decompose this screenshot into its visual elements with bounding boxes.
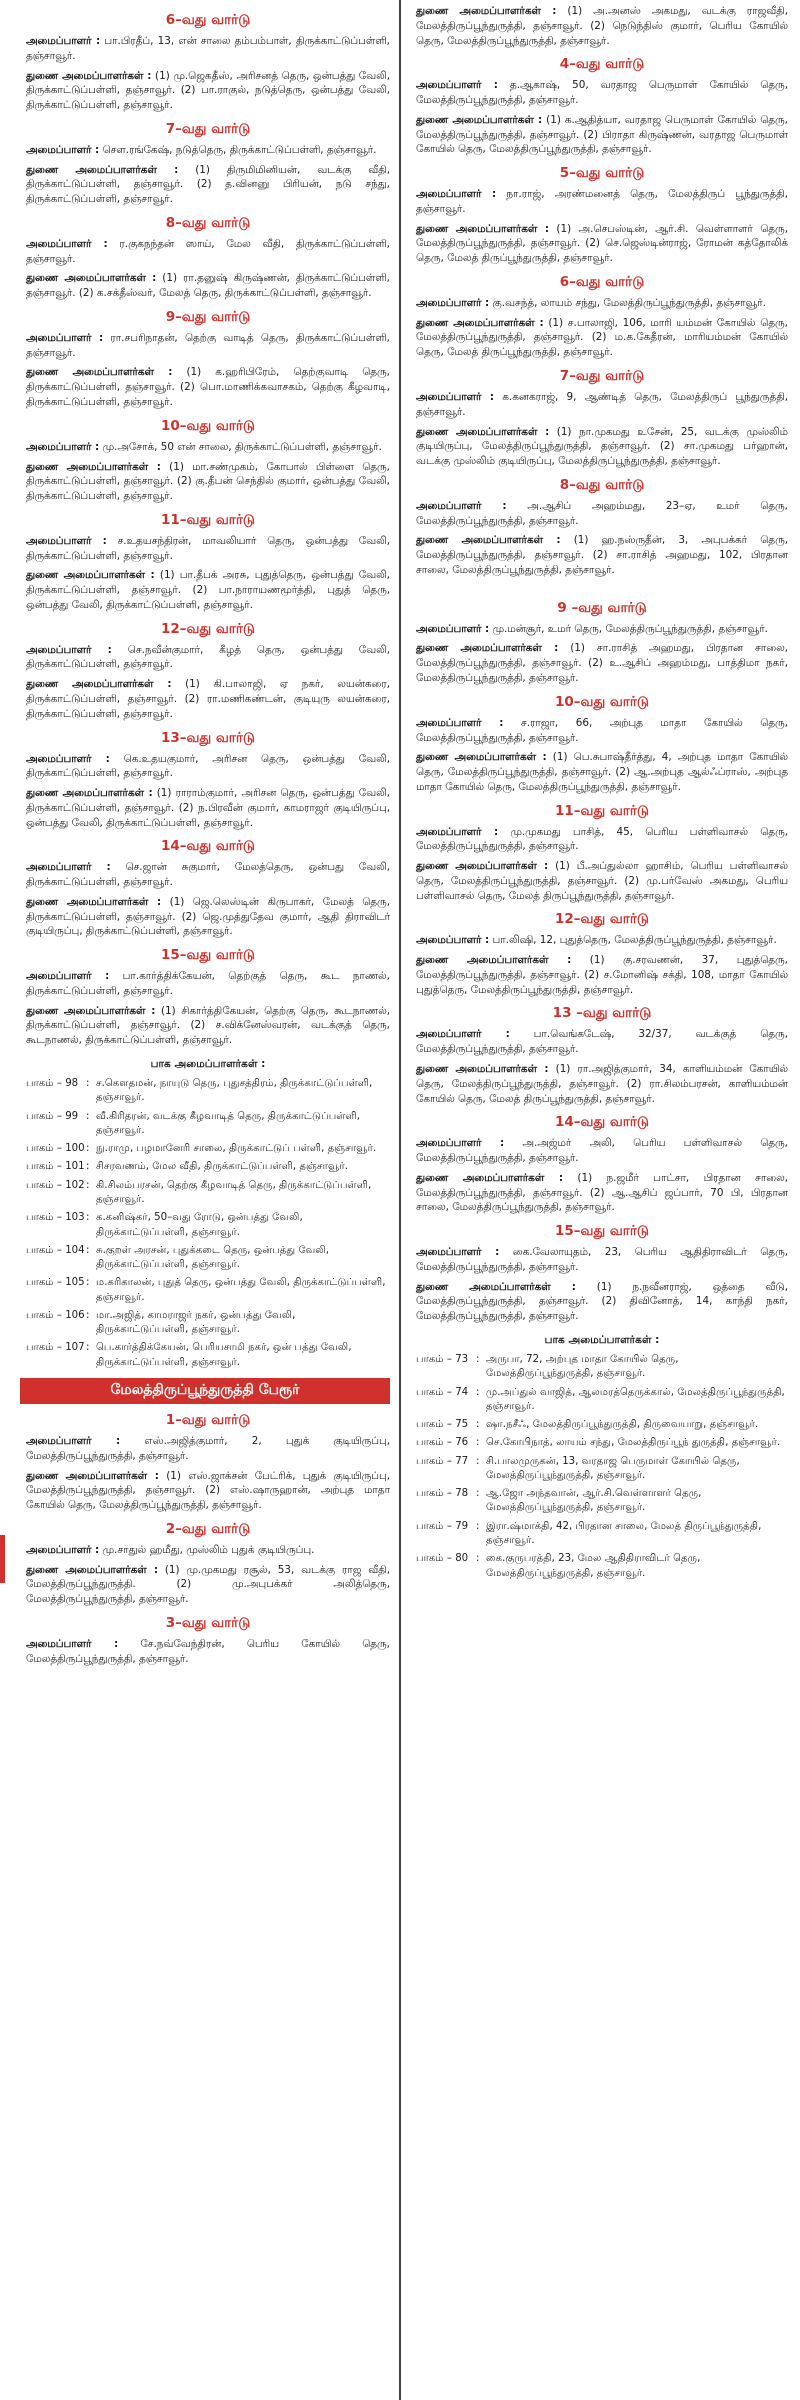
booth-number: பாகம் – 79	[416, 1520, 469, 1532]
organizer-text: பா.பிரதீப், 13, என் சாலை தம்பம்பாள், திருக்காட்டுப்பள்ளி, தஞ்சாவூர்.	[26, 35, 390, 62]
organizer-entry	[26, 143, 390, 158]
ward-block	[26, 1615, 390, 1667]
organizer-entry	[26, 1543, 390, 1558]
deputy-label: துணை அமைப்பாளர்கள் :	[416, 425, 550, 438]
deputy-label: துணை அமைப்பாளர்கள் :	[416, 642, 559, 655]
booth-colon: :	[476, 1488, 480, 1500]
deputy-entry	[416, 750, 788, 794]
deputy-text: (1) மா.சண்முகம், கோபால் பிள்ளை தெரு, திருக்காட்டுப்பள்ளி, தஞ்சாவூர். (2) கு.தீபன் செந்தில் குமார், ஒன்பத்து வேலி, திருக்காட்டுப்பள்ளி, தஞ்சாவூர்.	[26, 460, 390, 503]
intro-deputy	[416, 4, 788, 48]
organizer-label: அமைப்பாளர் :	[26, 1637, 119, 1650]
booth-colon: :	[86, 1143, 90, 1155]
booth-number: பாகம் – 75	[416, 1419, 469, 1431]
deputy-entry	[416, 1280, 788, 1324]
organizer-text: சே.நவ்வேந்திரன், பெரிய கோயில் தெரு, மேலத்திருப்பூந்துருத்தி, தஞ்சாவூர்.	[26, 1637, 390, 1665]
booth-organizer: நு.ராமு, பழமானேரி சாலை, திருக்காட்டுப் பள்ளி, தஞ்சாவூர்.	[96, 1143, 377, 1155]
booth-number: பாகம் – 77	[416, 1455, 469, 1467]
edge-marker	[0, 1535, 5, 1583]
organizer-entry	[416, 499, 788, 529]
deputy-label: துணை அமைப்பாளர்கள் :	[416, 954, 572, 967]
booth-organizer: கை.குருபரத்தி, 23, மேல ஆதிதிராவிடர் தெரு, மேலத்திருப்பூந்துருத்தி, தஞ்சாவூர்.	[486, 1553, 701, 1579]
organizer-text: ச.உதயசந்திரன், மாவலியார் தெரு, ஒன்பத்து வேலி, திருக்காட்டுப்பள்ளி, தஞ்சாவூர்.	[26, 534, 391, 562]
ward-heading: 9 –வது வார்டு	[557, 599, 647, 616]
deputy-entry	[416, 641, 788, 685]
ward-heading: 5–வது வார்டு	[559, 165, 645, 182]
deputy-text: (1) கு.சரவணன், 37, புதுத்தெரு, மேலத்திருப்பூந்துருத்தி, தஞ்சாவூர். (2) ச.மோனிஷ் சக்தி, 108, மாதா கோயில் புதுத்தெரு, மேலத்திருப்பூந்துருத்தி, தஞ்சாவூர்.	[416, 954, 788, 996]
ward-heading: 1–வது வார்டு	[165, 1412, 251, 1429]
ward-heading: 6–வது வார்டு	[559, 273, 645, 290]
deputy-text: (1) மு.ஜெகதீஸ், அரிசனத் தெரு, ஒன்பத்து வேலி, திருக்காட்டுப்பள்ளி, தஞ்சாவூர். (2) பா.ராகுல், நடுத்தெரு, ஒன்பத்து வேலி, திருக்காட்டுப்பள்ளி, தஞ்சாவூர்.	[26, 69, 391, 112]
ward-block	[26, 215, 390, 301]
booth-number: பாகம் – 98	[26, 1077, 79, 1089]
deputy-text: (1) திருமிமினியன், வடக்கு வீதி, திருக்காட்டுப்பள்ளி, தஞ்சாவூர். (2) த.வினனு பிரியன், நடு சந்து, திருக்காட்டுப்பள்ளி, தஞ்சாவூர்.	[26, 163, 390, 206]
organizer-entry	[416, 78, 788, 108]
ward-heading: 14–வது வார்டு	[555, 1114, 649, 1131]
organizer-label: அமைப்பாளர் :	[416, 1028, 510, 1041]
booth-number: பாகம் – 99	[26, 1110, 79, 1122]
organizer-text: பா.லிஷி, 12, புதுத்தெரு, மேலத்திருப்பூந்துருத்தி, தஞ்சாவூர்.	[489, 934, 777, 947]
booth-row	[416, 1520, 788, 1549]
ward-block	[26, 1412, 390, 1513]
organizer-entry	[26, 440, 390, 455]
organizer-entry	[416, 1136, 788, 1166]
ward-heading: 13–வது வார்டு	[161, 729, 255, 746]
ward-block	[416, 1005, 788, 1106]
organizer-label: அமைப்பாளர் :	[416, 188, 497, 201]
booth-row	[26, 1142, 390, 1156]
deputy-text: (1) ஹ.நஸ்ருதீன், 3, அபுபக்கர் தெரு, மேலத்திருப்பூந்துருத்தி, தஞ்சாவூர். (2) சா.ராசித் அஹமது, 102, பிரதான சாலை, மேலத்திருப்பூந்துருத்தி, தஞ்சாவூர்.	[416, 534, 789, 576]
organizer-entry	[26, 1637, 390, 1667]
booth-organizer: ம.கரிகாலன், புதுத் தெரு, ஒன்பத்து வேலி, திருக்காட்டுப்பள்ளி, தஞ்சாவூர்.	[96, 1277, 386, 1303]
organizer-entry	[416, 933, 788, 948]
deputy-label: துணை அமைப்பாளர்கள் :	[416, 222, 550, 235]
left-column	[0, 0, 398, 2400]
deputy-entry	[26, 271, 390, 301]
left-ward-list	[26, 12, 390, 1048]
ward-heading: 7–வது வார்டு	[165, 120, 251, 137]
booth-row	[26, 1077, 390, 1106]
ward-heading: 7–வது வார்டு	[559, 368, 645, 385]
organizer-label: அமைப்பாளர் :	[416, 499, 507, 512]
organizer-label: அமைப்பாளர் :	[26, 643, 112, 656]
deputy-entry	[416, 859, 788, 903]
organizer-text: மு.சாதுல் ஹமீது, முஸ்லிம் புதுக் குடியிருப்பு.	[99, 1543, 315, 1556]
deputy-text: (1) சா.ராசித் அஹமது, பிரதான சாலை, மேலத்திருப்பூந்துருத்தி, தஞ்சாவூர். (2) உ.ஆசிப் அஹம்மது, பாத்திமா நகர், மேலத்திருப்பூந்துருத்தி, தஞ்சாவூர்.	[416, 642, 788, 684]
organizer-label: அமைப்பாளர் :	[26, 861, 111, 874]
ward-heading: 8–வது வார்டு	[559, 476, 645, 493]
deputy-text: (1) பீ.அப்துல்லா ஹாசிம், பெரிய பள்ளிவாசல் தெரு, மேலத்திருப்பூந்துருத்தி, தஞ்சாவூர். (2) மு.பர்வேஸ் அகமது, பெரிய பள்ளிவாசல் தெரு, மேலத் திருப்பூந்துருத்தி, தஞ்சாவூர்.	[416, 860, 788, 902]
organizer-entry	[416, 390, 788, 420]
organizer-text: சௌ.ரங்கேஷ், நடுத்தெரு, திருக்காட்டுப்பள்ளி, தஞ்சாவூர்.	[99, 143, 377, 156]
organizer-label: அமைப்பாளர் :	[26, 752, 110, 765]
organizer-entry	[26, 969, 390, 999]
ward-block	[416, 477, 788, 578]
booth-colon: :	[86, 1179, 90, 1191]
deputy-entry	[26, 1004, 390, 1048]
ward-heading: 4–வது வார்டு	[559, 56, 645, 73]
organizer-entry	[416, 1027, 788, 1057]
ward-block	[416, 165, 788, 266]
deputy-entry	[416, 1171, 788, 1215]
organizer-text: ரா.சபரிநாதன், தெற்கு வாடித் தெரு, திருக்காட்டுப்பள்ளி, தஞ்சாவூர்.	[26, 331, 390, 359]
booth-colon: :	[476, 1353, 480, 1365]
ward-heading: 8–வது வார்டு	[165, 214, 251, 231]
ward-block	[416, 368, 788, 469]
organizer-label: அமைப்பாளர் :	[416, 1246, 500, 1259]
organizer-label: அமைப்பாளர் :	[26, 143, 100, 156]
organizer-label: அமைப்பாளர் :	[26, 970, 110, 983]
deputy-entry	[26, 365, 390, 409]
deputy-label: துணை அமைப்பாளர்கள் :	[416, 1171, 564, 1184]
organizer-label: அமைப்பாளர் :	[416, 1137, 505, 1150]
organizer-text: ச.ராஜா, 66, அற்புத மாதா கோயில் தெரு, மேலத்திருப்பூந்துருத்தி, தஞ்சாவூர்.	[416, 716, 788, 744]
booth-colon: :	[476, 1520, 480, 1532]
organizer-entry	[416, 187, 788, 217]
booth-number: பாகம் – 104	[26, 1244, 85, 1256]
booth-number: பாகம் – 103	[26, 1212, 85, 1224]
booth-row	[416, 1552, 788, 1581]
right-booth-list	[416, 1353, 788, 1581]
organizer-text: கை.வேலாயுதம், 23, பெரிய ஆதிதிராவிடர் தெரு, மேலத்திருப்பூந்துருத்தி, தஞ்சாவூர்.	[416, 1246, 788, 1273]
deputy-label: துணை அமைப்பாளர்கள் :	[26, 787, 153, 800]
ward-heading: 12–வது வார்டு	[555, 911, 649, 928]
booth-row	[26, 1244, 390, 1273]
booth-colon: :	[476, 1386, 480, 1398]
ward-block	[26, 947, 390, 1048]
ward-heading: 15–வது வார்டு	[555, 1223, 649, 1240]
booth-colon: :	[86, 1077, 90, 1089]
organizer-entry	[26, 34, 390, 64]
booth-row	[26, 1160, 390, 1174]
booth-colon: :	[86, 1244, 90, 1256]
organizer-entry	[416, 716, 788, 746]
organizer-entry	[26, 1434, 390, 1464]
organizer-entry	[26, 643, 390, 673]
deputy-text: (1) சிகார்த்திகேயன், தெற்கு தெரு, கூடநாணல், திருக்காட்டுப்பள்ளி, தஞ்சாவூர். (2) ச.விக்னேஸ்வரன், வடக்குத் தெரு, கூடநாணல், திருக்காட்டுப்பள்ளி, தஞ்சாவூர்.	[26, 1004, 391, 1047]
organizer-text: அ.ஆசிப் அஹம்மது, 23–ஏ, உமர் தெரு, மேலத்திருப்பூந்துருத்தி, தஞ்சாவூர்.	[416, 499, 788, 527]
organizer-label: அமைப்பாளர் :	[26, 1543, 100, 1556]
booth-organizer: இரா.ஷ்மாக்தி, 42, பிரதான சாலை, மேலத் திருப்பூந்துருத்தி, தஞ்சாவூர்.	[486, 1520, 762, 1547]
deputy-text: (1) அ.செபஸ்டின், ஆர்.சி. வெள்ளாளர் தெரு, மேலத்திருப்பூந்துருத்தி, தஞ்சாவூர். (2) செ.ஜெஸ்டின்ராஜ், ரோமன் கத்தோலிக் தெரு, மேலத் திருப்பூந்துருத்தி, தஞ்சாவூர்.	[416, 222, 788, 265]
deputy-entry	[416, 425, 788, 469]
ward-block	[416, 803, 788, 904]
ward-block	[26, 621, 390, 722]
booth-row	[416, 1386, 788, 1415]
organizer-text: க.கனகராஜ், 9, ஆண்டித் தெரு, மேலத்திருப் பூந்துருத்தி, தஞ்சாவூர்.	[416, 391, 789, 418]
booth-row	[26, 1211, 390, 1240]
ward-block	[26, 418, 390, 504]
ward-heading: 14–வது வார்டு	[161, 838, 255, 855]
booth-organizer: பெ.கார்த்திக்கேயன், பெரியசாமி நகர், ஒன் பத்து வேலி, திருக்காட்டுப்பள்ளி, தஞ்சாவூர்.	[96, 1342, 352, 1368]
booth-colon: :	[476, 1455, 480, 1467]
deputy-label: துணை அமைப்பாளர்கள் :	[416, 751, 547, 764]
deputy-label: துணை அமைப்பாளர்கள் :	[26, 569, 155, 582]
organizer-entry	[26, 752, 390, 782]
booth-organizers-title: பாக அமைப்பாளர்கள் :	[544, 1333, 660, 1346]
deputy-label: துணை அமைப்பாளர்கள் :	[26, 1004, 156, 1017]
booth-organizer: செ.கோபிநாத், லாயம் சந்து, மேலத்திருப்பூந் துருத்தி, தஞ்சாவூர்.	[486, 1437, 781, 1449]
booth-colon: :	[476, 1553, 480, 1565]
ward-heading: 3–வது வார்டு	[165, 1614, 251, 1631]
booth-colon: :	[476, 1419, 480, 1431]
booth-organizer: ச.கௌதமன், நாயுடு தெரு, புதுசத்திரம், திருக்காட்டுப்பள்ளி, தஞ்சாவூர்.	[96, 1077, 373, 1104]
deputy-text: (1) க.ஆதித்யா, வரதாஜ பெருமாள் கோயில் தெரு, மேலத்திருப்பூந்துருத்தி, தஞ்சாவூர். (2) பிராதா கிருஷ்ணன், வரதாஜ பெருமாள் கோயில் தெரு, மேலத்திருப்பூந்துருத்தி, தஞ்சாவூர்.	[416, 113, 788, 156]
organizer-label: அமைப்பாளர் :	[416, 296, 490, 309]
ward-heading: 15–வது வார்டு	[161, 947, 255, 964]
booth-organizer: சி.பாலமுருகன், 13, வரதாஜ பெருமாள் கோயில் தெரு, மேலத்திருப்பூந்துருத்தி, தஞ்சாவூர்.	[486, 1455, 740, 1481]
deputy-text: (1) கி.பாலாஜி, ஏ நகர், லயன்கரை, திருக்காட்டுப்பள்ளி, தஞ்சாவூர். (2) ரா.மணிகண்டன், குடியுரு லயன்கரை, திருக்காட்டுப்பள்ளி, தஞ்சாவூர்.	[26, 678, 390, 720]
organizer-entry	[26, 534, 390, 564]
booth-number: பாகம் – 80	[416, 1553, 469, 1565]
ward-block	[416, 56, 788, 157]
booth-colon: :	[86, 1212, 90, 1224]
deputy-label: துணை அமைப்பாளர்கள் :	[26, 366, 173, 379]
ward-block	[416, 1114, 788, 1215]
deputy-text: (1) ஜெ.லெஸ்டின் கிருபாகர், மேலத் தெரு, திருக்காட்டுப்பள்ளி, தஞ்சாவூர். (2) ஜெ.முத்துதேவ குமார், ஆதி திராவிடர் குடியிருப்பு, திருக்காட்டுப்பள்ளி, தஞ்சாவூர்.	[26, 895, 390, 938]
deputy-label: துணை அமைப்பாளர்கள் :	[416, 1280, 576, 1293]
deputy-label: துணை அமைப்பாளர்கள் :	[26, 678, 172, 691]
booth-organizer: சிசரவணம், மேல வீதி, திருக்காட்டுப்பள்ளி, தஞ்சாவூர்.	[96, 1161, 349, 1173]
deputy-label: துணை அமைப்பாளர்கள் :	[416, 113, 543, 126]
organizer-text: பா.கார்த்திக்கேயன், தெற்குத் தெரு, கூட நாணல், திருக்காட்டுப்பள்ளி, தஞ்சாவூர்.	[26, 970, 390, 997]
ward-heading: 6–வது வார்டு	[165, 12, 251, 28]
ward-block	[416, 694, 788, 795]
booth-number: பாகம் – 76	[416, 1437, 469, 1449]
deputy-label: துணை அமைப்பாளர்கள் :	[26, 163, 179, 176]
deputy-label: துணை அமைப்பாளர்கள் :	[416, 316, 544, 329]
organizer-text: பா.வெங்கடேஷ், 32/37, வடக்குத் தெரு, மேலத்திருப்பூந்துருத்தி, தஞ்சாவூர்.	[416, 1028, 788, 1056]
organizer-label: அமைப்பாளர் :	[416, 622, 490, 635]
ward-heading: 11–வது வார்டு	[555, 802, 649, 819]
deputy-label: துணை அமைப்பாளர்கள் :	[26, 460, 161, 473]
booth-organizer: ஆ.ஜோ அந்தவான், ஆர்.சி.வெள்ளாளர் தெரு, மேலத்திருப்பூந்துருத்தி, தஞ்சாவூர்.	[486, 1488, 702, 1514]
ward-block	[416, 600, 788, 686]
organizer-text: அ.அஜ்மர் அலி, பெரிய பள்ளிவாசல் தெரு, மேலத்திருப்பூந்துருத்தி, தஞ்சாவூர்.	[416, 1137, 788, 1165]
deputy-entry	[416, 316, 788, 360]
booth-colon: :	[86, 1309, 90, 1321]
ward-heading: 9–வது வார்டு	[165, 308, 251, 325]
organizer-label: அமைப்பாளர் :	[416, 716, 504, 729]
ward-block	[26, 512, 390, 613]
deputy-text: (1) க.ஹரிபிரேம், தெற்குவாடி தெரு, திருக்காட்டுப்பள்ளி, தஞ்சாவூர். (2) பொ.மாணிக்கவாசகம், தெற்கு கீழவாடி, திருக்காட்டுப்பள்ளி, தஞ்சாவூர்.	[26, 366, 390, 409]
booth-organizer: வீ.கிரிதரன், வடக்கு கீழவாடித் தெரு, திருக்காட்டுப்பள்ளி, தஞ்சாவூர்.	[96, 1110, 360, 1136]
booth-row	[26, 1341, 390, 1370]
ward-heading: 11–வது வார்டு	[161, 511, 255, 528]
booth-organizer: க.கனிஷ்கர், 50–வது ரோடு, ஒன்பத்து வேலி, திருக்காட்டுப்பள்ளி, தஞ்சாவூர்.	[96, 1212, 303, 1238]
organizer-text: ர.குகநந்தன் ஸாய், மேல வீதி, திருக்காட்டுப்பள்ளி, தஞ்சாவூர்.	[26, 237, 390, 265]
organizer-text: மு.மன்சூர், உமர் தெரு, மேலத்திருப்பூந்துருத்தி, தஞ்சாவூர்.	[489, 622, 768, 635]
column-divider	[399, 0, 401, 2400]
deputy-entry	[416, 533, 788, 577]
booth-row	[26, 1309, 390, 1338]
deputy-label: துணை அமைப்பாளர்கள் :	[26, 69, 152, 82]
right-ward-list	[416, 56, 788, 1324]
deputy-entry	[26, 163, 390, 207]
deputy-label: துணை அமைப்பாளர்கள் :	[26, 1469, 159, 1482]
booth-colon: :	[86, 1110, 90, 1122]
organizer-text: நா.ராஜ், அரண்மனைத் தெரு, மேலத்திருப் பூந்துருத்தி, தஞ்சாவூர்.	[416, 188, 788, 215]
deputy-label: துணை அமைப்பாளர்கள் :	[26, 895, 162, 908]
organizer-text: கு.வசந்த், லாயம் சந்து, மேலத்திருப்பூந்துருத்தி, தஞ்சாவூர்.	[489, 296, 766, 309]
ward-block	[416, 1223, 788, 1324]
ward-heading: 13 –வது வார்டு	[552, 1005, 652, 1022]
organizer-text: செ.நவீன்குமார், கீழத் தெரு, ஒன்பத்து வேலி, திருக்காட்டுப்பள்ளி, தஞ்சாவூர்.	[26, 643, 390, 671]
deputy-label: துணை அமைப்பாளர்கள் :	[416, 860, 549, 873]
ward-block	[416, 274, 788, 360]
left-booth-list	[26, 1077, 390, 1370]
booth-number: பாகம் – 105	[26, 1277, 85, 1289]
deputy-entry	[26, 677, 390, 721]
deputy-text: (1) பெ.சுபாஷ்தீர்த்து, 4, அற்புத மாதா கோயில் தெரு, மேலத்திருப்பூந்துருத்தி, தஞ்சாவூர். (2) ஆ.அற்புத ஆல்ஃப்ராஸ், அற்புத மாதா கோயில் தெரு, மேலத்திருப்பூந்துருத்தி, தஞ்சாவூர்.	[416, 751, 788, 793]
deputy-entry	[26, 786, 390, 830]
booth-colon: :	[476, 1437, 480, 1449]
booth-number: பாகம் – 102	[26, 1179, 85, 1191]
booth-organizer: கி.சிலம்பரசன், தெற்கு கீழவாடித் தெரு, திருக்காட்டுப்பள்ளி, தஞ்சாவூர்.	[96, 1179, 372, 1205]
booth-organizer: ஷா.நசீஃ, மேலத்திருப்பூந்துருத்தி, திருவையாறு, தஞ்சாவூர்.	[486, 1419, 759, 1431]
deputy-label: துணை அமைப்பாளர்கள் :	[26, 1563, 158, 1576]
booth-organizers-title: பாக அமைப்பாளர்கள் :	[150, 1057, 266, 1070]
organizer-text: எஸ்.அஜித்குமார், 2, புதுக் குடியிருப்பு, மேலத்திருப்பூந்துருத்தி, தஞ்சாவூர்.	[26, 1435, 390, 1462]
booth-colon: :	[86, 1342, 90, 1354]
booth-row	[416, 1418, 788, 1432]
booth-row	[26, 1276, 390, 1305]
organizer-label: அமைப்பாளர் :	[26, 1435, 121, 1448]
booth-number: பாகம் – 78	[416, 1488, 469, 1500]
deputy-label: துணை அமைப்பாளர்கள் :	[416, 1062, 549, 1075]
ward-heading: 2–வது வார்டு	[165, 1520, 251, 1537]
booth-row	[26, 1110, 390, 1139]
organizer-label: அமைப்பாளர் :	[416, 79, 498, 92]
booth-organizer: அருபா, 72, அற்புத மாதா கோயில் தெரு, மேலத்திருப்பூந்துருத்தி, தஞ்சாவூர்.	[486, 1353, 679, 1380]
deputy-text: (1) எஸ்.ஜாக்சன் பேட்ரிக், புதுக் குடியிருப்பு, மேலத்திருப்பூந்துருத்தி, தஞ்சாவூர். (2) எஸ்.ஷாருஹான், அற்புத மாதா கோயில் தெரு, மேலத்திருப்பூந்துருத்தி, தஞ்சாவூர்.	[26, 1469, 390, 1512]
organizer-text: மு.அசோக், 50 என் சாலை, திருக்காட்டுப்பள்ளி, தஞ்சாவூர்.	[99, 440, 382, 453]
booth-row	[26, 1179, 390, 1208]
organizer-label: அமைப்பாளர் :	[26, 237, 108, 250]
deputy-entry	[26, 1469, 390, 1513]
booth-organizer: சு.குறள் அரசன், புதுக்கடை தெரு, ஒன்பத்து வேலி, திருக்காட்டுப்பள்ளி, தஞ்சாவூர்.	[96, 1244, 330, 1271]
deputy-label: துணை அமைப்பாளர்கள் :	[416, 5, 557, 17]
booth-number: பாகம் – 107	[26, 1342, 85, 1354]
deputy-text: (1) மு.முகமது ரசூல், 53, வடக்கு ராஜ வீதி, மேலத்திருப்பூந்துருத்தி. (2) மு.அபுபக்கர் அலித்தெரு, மேலத்திருப்பூந்துருத்தி, தஞ்சாவூர்.	[26, 1563, 390, 1606]
deputy-entry	[26, 568, 390, 612]
organizer-text: கெ.உதயகுமார், அரிசன தெரு, ஒன்பத்து வேலி, திருக்காட்டுப்பள்ளி, தஞ்சாவூர்.	[26, 752, 390, 780]
deputy-entry	[416, 1062, 788, 1106]
deputy-text: (1) ரா.தனுஷ் கிருஷ்ணன், திருக்காட்டுப்பள்ளி, தஞ்சாவூர். (2) க.சக்தீஸ்வர், மேலத் தெரு, திருக்காட்டுப்பள்ளி, தஞ்சாவூர்.	[26, 272, 390, 300]
organizer-entry	[26, 237, 390, 267]
organizer-label: அமைப்பாளர் :	[416, 934, 490, 947]
deputy-text: (1) ந.ஜமீர் பாட்சா, பிரதான சாலை, மேலத்திருப்பூந்துருத்தி, தஞ்சாவூர். (2) ஆ.ஆசிப் ஜப்பார், 70 பி, பிரதான சாலை, மேலத்திருப்பூந்துருத்தி, தஞ்சாவூர்.	[416, 1171, 789, 1214]
organizer-label: அமைப்பாளர் :	[416, 825, 499, 838]
section-banner: மேலத்திருப்பூந்துருத்தி பேரூர்	[20, 1378, 390, 1404]
booth-row	[416, 1455, 788, 1484]
deputy-text: (1) பா.தீபக் அரசு, புதுத்தெரு, ஒன்பத்து வேலி, திருக்காட்டுப்பள்ளி, தஞ்சாவூர். (2) பா.நாராயணமூர்த்தி, புதுத் தெரு, ஒன்பத்து வேலி, திருக்காட்டுப்பள்ளி, தஞ்சாவூர்.	[26, 569, 390, 611]
organizer-text: த.ஆகாஷ், 50, வரதாஜ பெருமாள் கோயில் தெரு, மேலத்திருப்பூந்துருத்தி, தஞ்சாவூர்.	[416, 79, 788, 107]
organizer-entry	[26, 860, 390, 890]
ward-block	[26, 121, 390, 207]
organizer-label: அமைப்பாளர் :	[26, 35, 101, 47]
booth-number: பாகம் – 74	[416, 1386, 469, 1398]
organizer-entry	[416, 296, 788, 311]
booth-colon: :	[86, 1277, 90, 1289]
organizer-entry	[26, 331, 390, 361]
organizer-text: மு.முகமது பாசித், 45, பெரிய பள்ளிவாசல் தெரு, மேலத்திருப்பூந்துருத்தி, தஞ்சாவூர்.	[416, 825, 788, 853]
deputy-entry	[26, 460, 390, 504]
right-column	[402, 0, 800, 2400]
ward-heading: 10–வது வார்டு	[555, 693, 649, 710]
deputy-entry	[416, 222, 788, 266]
organizer-entry	[416, 1245, 788, 1275]
deputy-entry	[26, 69, 390, 113]
ward-block	[416, 911, 788, 997]
organizer-label: அமைப்பாளர் :	[26, 440, 100, 453]
booth-number: பாகம் – 73	[416, 1353, 469, 1365]
deputy-text: (1) ராராம்குமார், அரிசன தெரு, ஒன்பத்து வேலி, திருக்காட்டுப்பள்ளி, தஞ்சாவூர். (2) ந.பிரவீன் குமார், காமராஜர் குடியிருப்பு, ஒன்பத்து வேலி, திருக்காட்டுப்பள்ளி, தஞ்சாவூர்.	[26, 787, 390, 829]
organizer-label: அமைப்பாளர் :	[416, 391, 495, 404]
ward-block	[26, 309, 390, 410]
deputy-text: (1) ரா.அஜித்குமார், 34, காளியம்மன் கோயில் தெரு, மேலத்திருப்பூந்துருத்தி, தஞ்சாவூர். (2) ரா.சிலம்பரசன், காளியம்மன் கோயில் தெரு, மேலத் திருப்பூந்துருத்தி, தஞ்சாவூர்.	[416, 1062, 788, 1105]
organizer-entry	[416, 622, 788, 637]
deputy-entry	[416, 113, 788, 157]
left-ward-list-2	[26, 1412, 390, 1666]
ward-heading: 12–வது வார்டு	[161, 620, 255, 637]
deputy-text: (1) ச.பாலாஜி, 106, மாரி யம்மன் கோயில் தெரு, மேலத்திருப்பூந்துருத்தி, தஞ்சாவூர். (2) ம.க.கேதீரன், மாரியம்மன் கோயில் தெரு, மேலத் திருப்பூந்துருத்தி, தஞ்சாவூர்.	[416, 316, 788, 359]
booth-colon: :	[86, 1161, 90, 1173]
ward-block	[26, 12, 390, 113]
organizer-text: செ.ஜான் சுகுமார், மேலத்தெரு, ஒன்பது வேலி, திருக்காட்டுப்பள்ளி, தஞ்சாவூர்.	[26, 861, 390, 889]
deputy-label: துணை அமைப்பாளர்கள் :	[26, 272, 157, 285]
booth-number: பாகம் – 100	[26, 1143, 85, 1155]
deputy-label: துணை அமைப்பாளர்கள் :	[416, 534, 561, 547]
deputy-text: (1) அ.அனஸ் அகமது, வடக்கு ராஜவீதி, மேலத்திருப்பூந்துருத்தி, தஞ்சாவூர். (2) நெடுந்திஸ் குமார், பெரிய கோயில் தெரு, மேலத்திருப்பூந்துருத்தி, தஞ்சாவூர்.	[416, 5, 788, 47]
booth-organizer: மா.அஜித், காமராஜர் நகர், ஒன்பத்து வேலி, திருக்காட்டுப்பள்ளி, தஞ்சாவூர்.	[96, 1309, 296, 1336]
organizer-label: அமைப்பாளர் :	[26, 331, 104, 344]
deputy-entry	[26, 895, 390, 939]
booth-row	[416, 1353, 788, 1382]
deputy-text: (1) நா.முகமது உசேன், 25, வடக்கு முஸ்லிம் குடியிருப்பு, மேலத்திருப்பூந்துருத்தி, தஞ்சாவூர். (2) சா.முகமது பர்ஹான், வடக்கு முஸ்லிம் குடியிருப்பு, மேலத்திருப்பூந்துருத்தி, தஞ்சாவூர்.	[416, 425, 788, 468]
organizer-entry	[416, 825, 788, 855]
organizer-label: அமைப்பாளர் :	[26, 534, 107, 547]
booth-row	[416, 1487, 788, 1516]
booth-organizer: மு.அப்துல் வாஜித், ஆலமரத்தெருக்கால், மேலத்திருப்பூந்துருத்தி, தஞ்சாவூர்.	[486, 1386, 785, 1412]
ward-block	[26, 838, 390, 939]
booth-number: பாகம் – 101	[26, 1161, 85, 1173]
ward-block	[26, 1521, 390, 1607]
ward-block	[26, 730, 390, 831]
ward-heading: 10–வது வார்டு	[161, 417, 255, 434]
booth-row	[416, 1436, 788, 1450]
deputy-entry	[26, 1563, 390, 1607]
booth-number: பாகம் – 106	[26, 1309, 85, 1321]
deputy-text: (1) ந.நவீனராஜ், ஒத்தை வீடு, மேலத்திருப்பூந்துருத்தி, தஞ்சாவூர். (2) திவினோத், 14, காந்தி நகர், மேலத்திருப்பூந்துருத்தி, தஞ்சாவூர்.	[416, 1280, 788, 1323]
deputy-entry	[416, 953, 788, 997]
